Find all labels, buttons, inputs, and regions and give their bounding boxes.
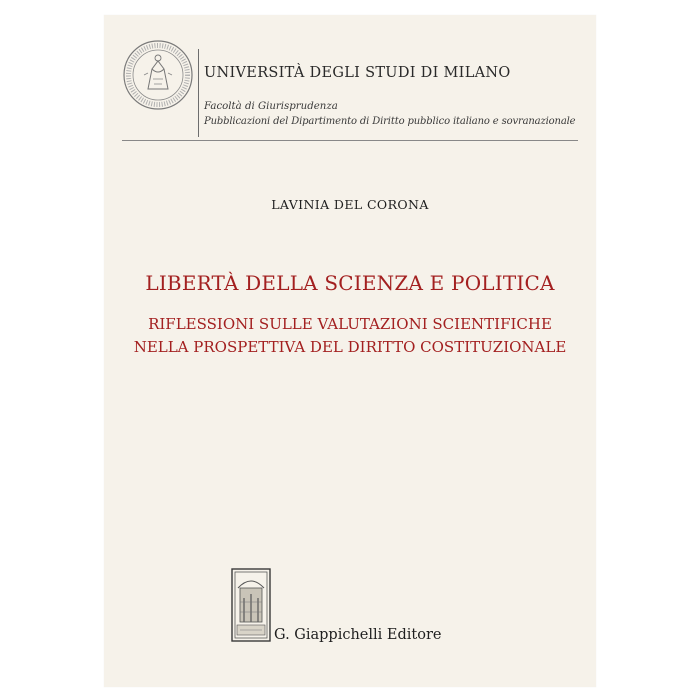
author-name: LAVINIA DEL CORONA [271,197,429,212]
publisher-name: G. Giappichelli Editore [274,627,442,643]
faculty-name: Facoltà di Giurisprudenza [204,101,338,112]
university-seal-icon [122,39,194,111]
header-vertical-rule [198,49,199,137]
book-subtitle-line-2: NELLA PROSPETTIVA DEL DIRITTO COSTITUZIONALE [133,338,567,356]
university-name: UNIVERSITÀ DEGLI STUDI DI MILANO [204,65,511,81]
publisher-logo-icon [231,568,271,642]
book-title: LIBERTÀ DELLA SCIENZA E POLITICA [145,271,555,295]
book-cover [104,15,596,687]
book-subtitle-line-1: RIFLESSIONI SULLE VALUTAZIONI SCIENTIFICHE [148,315,552,333]
series-name: Pubblicazioni del Dipartimento di Diritto pubblico italiano e sovranazionale [204,116,576,127]
header-horizontal-rule [122,140,578,141]
